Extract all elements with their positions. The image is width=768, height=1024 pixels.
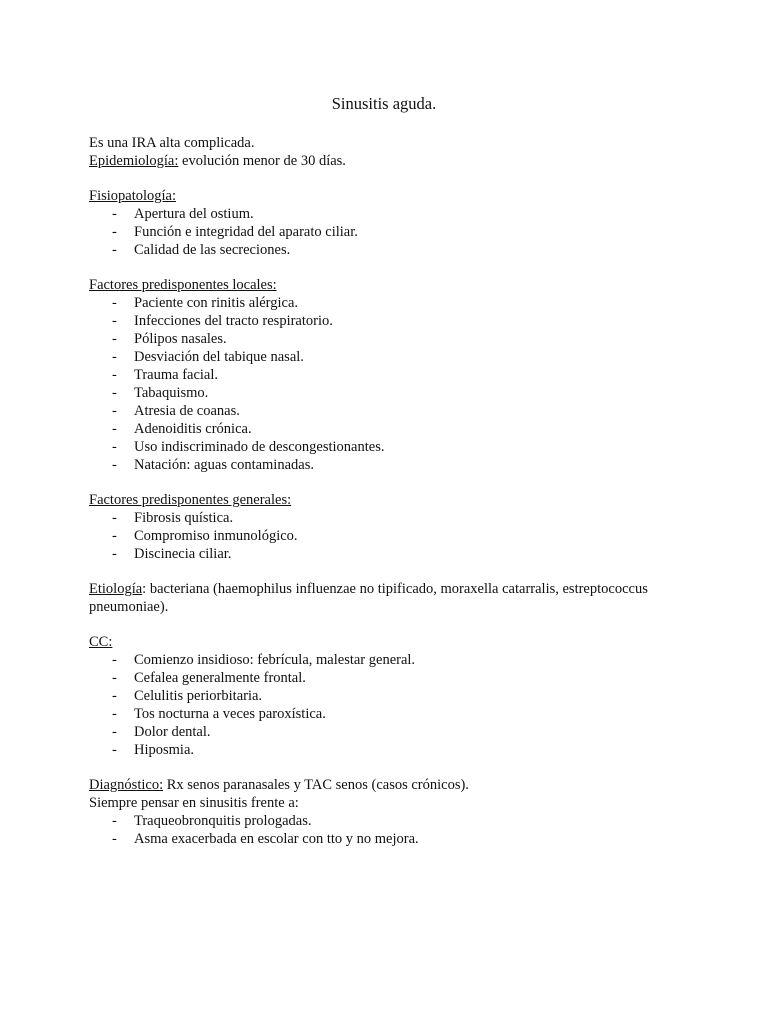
list-item-text: Atresia de coanas.: [134, 403, 240, 419]
etiologia-heading: Etiología: [89, 581, 143, 597]
factores-locales-heading-text: Factores predisponentes locales:: [89, 277, 277, 293]
spacer: [89, 170, 708, 187]
dash-bullet: -: [112, 385, 117, 401]
list-item: [89, 830, 708, 848]
list-item-text: Discinecia ciliar.: [134, 546, 232, 562]
list-item: [89, 509, 708, 527]
diagnostico-list: [89, 812, 708, 848]
cc-heading-text: CC:: [89, 634, 113, 650]
list-item: [89, 205, 708, 223]
dash-bullet: -: [112, 349, 117, 365]
list-item: [89, 384, 708, 402]
list-item: [89, 241, 708, 259]
list-item-text: Natación: aguas contaminadas.: [134, 457, 314, 473]
list-item-text: Fibrosis quística.: [134, 510, 234, 526]
spacer: [89, 616, 708, 633]
dash-bullet: -: [112, 813, 117, 829]
page-title: Sinusitis aguda.: [331, 94, 437, 113]
list-item-text: Trauma facial.: [134, 367, 219, 383]
list-item-text: Asma exacerbada en escolar con tto y no mejora.: [134, 831, 419, 847]
epidemiologia-line: [89, 152, 708, 170]
factores-generales-heading: [89, 491, 708, 509]
etiologia-paragraph: [89, 580, 708, 616]
spacer: [89, 474, 708, 491]
list-item-text: Celulitis periorbitaria.: [134, 688, 263, 704]
intro-line: Es una IRA alta complicada.: [89, 135, 255, 151]
diagnostico-text: Rx senos paranasales y TAC senos (casos crónicos).: [163, 777, 469, 793]
list-item: [89, 456, 708, 474]
list-item: [89, 366, 708, 384]
fisiopatologia-heading: [89, 187, 708, 205]
list-item-text: Desviación del tabique nasal.: [134, 349, 304, 365]
factores-locales-heading: [89, 276, 708, 294]
list-item: [89, 527, 708, 545]
list-item-text: Función e integridad del aparato ciliar.: [134, 224, 358, 240]
list-item: [89, 545, 708, 563]
dash-bullet: -: [112, 724, 117, 740]
epidemiologia-text: evolución menor de 30 días.: [178, 153, 346, 169]
list-item-text: Paciente con rinitis alérgica.: [134, 295, 299, 311]
spacer: [89, 563, 708, 580]
list-item: [89, 312, 708, 330]
list-item: [89, 812, 708, 830]
dash-bullet: -: [112, 206, 117, 222]
list-item: [89, 348, 708, 366]
dash-bullet: -: [112, 313, 117, 329]
cc-heading: [89, 633, 708, 651]
dash-bullet: -: [112, 831, 117, 847]
fisiopatologia-heading-text: Fisiopatología:: [89, 188, 176, 204]
dash-bullet: -: [112, 367, 117, 383]
dash-bullet: -: [112, 421, 117, 437]
dash-bullet: -: [112, 546, 117, 562]
list-item: [89, 669, 708, 687]
dash-bullet: -: [112, 670, 117, 686]
dash-bullet: -: [112, 706, 117, 722]
list-item: [89, 330, 708, 348]
list-item: [89, 438, 708, 456]
dash-bullet: -: [112, 439, 117, 455]
dash-bullet: -: [112, 528, 117, 544]
list-item-text: Infecciones del tracto respiratorio.: [134, 313, 333, 329]
dash-bullet: -: [112, 224, 117, 240]
spacer: [89, 759, 708, 776]
list-item-text: Calidad de las secreciones.: [134, 242, 291, 258]
list-item-text: Pólipos nasales.: [134, 331, 227, 347]
cc-list: [89, 651, 708, 759]
dash-bullet: -: [112, 652, 117, 668]
list-item: [89, 294, 708, 312]
dash-bullet: -: [112, 403, 117, 419]
dash-bullet: -: [112, 242, 117, 258]
diagnostico-note: Siempre pensar en sinusitis frente a:: [89, 795, 299, 811]
dash-bullet: -: [112, 742, 117, 758]
list-item-text: Hiposmia.: [134, 742, 195, 758]
dash-bullet: -: [112, 688, 117, 704]
list-item: [89, 705, 708, 723]
epidemiologia-heading: Epidemiología:: [89, 153, 179, 169]
list-item: [89, 687, 708, 705]
list-item: [89, 741, 708, 759]
list-item: [89, 223, 708, 241]
diagnostico-line: [89, 776, 708, 794]
dash-bullet: -: [112, 331, 117, 347]
dash-bullet: -: [112, 295, 117, 311]
list-item-text: Dolor dental.: [134, 724, 211, 740]
dash-bullet: -: [112, 510, 117, 526]
factores-locales-list: [89, 294, 708, 474]
list-item-text: Apertura del ostium.: [134, 206, 254, 222]
list-item: [89, 420, 708, 438]
list-item-text: Tabaquismo.: [134, 385, 209, 401]
etiologia-text: : bacteriana (haemophilus influenzae no tipificado, moraxella catarralis, estreptococcus pneumoniae).: [89, 581, 648, 615]
factores-generales-list: [89, 509, 708, 563]
factores-generales-heading-text: Factores predisponentes generales:: [89, 492, 292, 508]
list-item-text: Uso indiscriminado de descongestionantes.: [134, 439, 385, 455]
list-item-text: Cefalea generalmente frontal.: [134, 670, 306, 686]
list-item-text: Traqueobronquitis prologadas.: [134, 813, 312, 829]
diagnostico-heading: Diagnóstico:: [89, 777, 164, 793]
fisiopatologia-list: [89, 205, 708, 259]
dash-bullet: -: [112, 457, 117, 473]
list-item: [89, 402, 708, 420]
list-item-text: Tos nocturna a veces paroxística.: [134, 706, 326, 722]
list-item: [89, 723, 708, 741]
spacer: [89, 259, 708, 276]
list-item: [89, 651, 708, 669]
list-item-text: Comienzo insidioso: febrícula, malestar general.: [134, 652, 416, 668]
list-item-text: Compromiso inmunológico.: [134, 528, 298, 544]
list-item-text: Adenoiditis crónica.: [134, 421, 252, 437]
